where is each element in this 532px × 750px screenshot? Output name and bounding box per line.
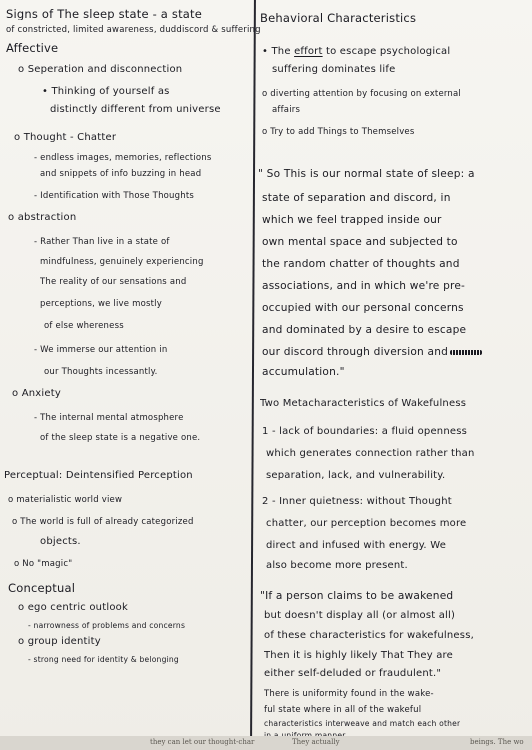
summary-line: accumulation." bbox=[262, 366, 345, 378]
affective-item-1: o Seperation and disconnection bbox=[18, 64, 183, 75]
quote-line: There is uniformity found in the wake- bbox=[264, 689, 434, 699]
summary-line: occupied with our personal concerns bbox=[262, 302, 464, 314]
strip-text: beings. The wo bbox=[470, 738, 524, 746]
conceptual-item-1-sub: - narrowness of problems and concerns bbox=[28, 621, 186, 630]
affective-item-2: o Thought - Chatter bbox=[14, 132, 117, 143]
quote-line: characteristics interweave and match each other bbox=[264, 719, 461, 728]
quote-line: ful state where in all of the wakeful bbox=[264, 705, 422, 715]
affective-item-3-sub: mindfulness, genuinely experiencing bbox=[40, 257, 204, 267]
affective-item-2-sub: - endless images, memories, reflections bbox=[34, 153, 212, 163]
summary-line bbox=[262, 346, 482, 358]
conceptual-item-2: o group identity bbox=[18, 636, 101, 647]
quote-line: "If a person claims to be awakened bbox=[260, 590, 454, 602]
affective-item-1-sub: distinctly different from universe bbox=[50, 104, 221, 115]
behavioral-item-1-sub: suffering dominates life bbox=[272, 64, 396, 75]
affective-item-4-sub: - The internal mental atmosphere bbox=[34, 413, 184, 423]
summary-line: the random chatter of thoughts and bbox=[262, 258, 460, 270]
perceptual-item-1: o materialistic world view bbox=[8, 495, 123, 505]
perceptual-item-3: o No "magic" bbox=[14, 559, 73, 569]
affective-item-1-sub: • Thinking of yourself as bbox=[42, 86, 170, 97]
page-title: Signs of The sleep state - a state bbox=[6, 8, 203, 20]
affective-item-3-sub: of else whereness bbox=[44, 321, 124, 331]
affective-item-3-sub: our Thoughts incessantly. bbox=[44, 367, 158, 377]
conceptual-heading: Conceptual bbox=[8, 582, 76, 594]
meta-item-1: 1 - lack of boundaries: a fluid openness bbox=[262, 426, 468, 437]
meta-item-1-cont: which generates connection rather than bbox=[266, 448, 475, 459]
conceptual-item-1: o ego centric outlook bbox=[18, 602, 128, 613]
quote-line: Then it is highly likely That They are bbox=[264, 650, 453, 661]
underlined-word: effort bbox=[294, 46, 323, 57]
summary-line: state of separation and discord, in bbox=[262, 192, 451, 204]
behavioral-item-2-sub: affairs bbox=[272, 105, 301, 115]
affective-item-3-sub: - We immerse our attention in bbox=[34, 345, 168, 355]
perceptual-item-2: o The world is full of already categorized bbox=[12, 517, 194, 527]
quote-line: but doesn't display all (or almost all) bbox=[264, 610, 456, 621]
summary-line: which we feel trapped inside our bbox=[262, 214, 442, 226]
affective-item-2-sub: and snippets of info buzzing in head bbox=[40, 169, 202, 179]
column-divider bbox=[250, 0, 256, 740]
behavioral-item-2: o diverting attention by focusing on external bbox=[262, 89, 461, 99]
underlying-page-strip bbox=[0, 736, 532, 750]
summary-line: own mental space and subjected to bbox=[262, 236, 458, 248]
strip-text: They actually bbox=[292, 738, 340, 746]
strip-text: they can let our thought-char bbox=[150, 738, 255, 746]
meta-item-2-cont: also become more present. bbox=[266, 560, 408, 571]
summary-line: " So This is our normal state of sleep: a bbox=[258, 168, 475, 180]
meta-item-2-cont: direct and infused with energy. We bbox=[266, 540, 447, 551]
perceptual-heading: Perceptual: Deintensified Perception bbox=[4, 470, 193, 481]
behavioral-item-3: o Try to add Things to Themselves bbox=[262, 127, 415, 137]
behavioral-item-1: • The effort to escape psychological bbox=[262, 46, 451, 57]
summary-line: and dominated by a desire to escape bbox=[262, 324, 467, 336]
summary-line: associations, and in which we're pre- bbox=[262, 280, 466, 292]
page-subtitle: of constricted, limited awareness, duddiscord & suffering bbox=[6, 25, 261, 35]
meta-heading: Two Metacharacteristics of Wakefulness bbox=[260, 398, 467, 409]
conceptual-item-2-sub: - strong need for identity & belonging bbox=[28, 655, 179, 664]
affective-item-3-sub: The reality of our sensations and bbox=[40, 277, 187, 287]
affective-item-4-sub: of the sleep state is a negative one. bbox=[40, 433, 201, 443]
perceptual-item-2-sub: objects. bbox=[40, 536, 81, 547]
scribble-mark bbox=[450, 350, 482, 355]
affective-heading: Affective bbox=[6, 42, 59, 54]
quote-line: either self-deluded or fraudulent." bbox=[264, 668, 442, 679]
quote-line: of these characteristics for wakefulness, bbox=[264, 630, 474, 641]
affective-item-4: o Anxiety bbox=[12, 388, 61, 399]
affective-item-3: o abstraction bbox=[8, 212, 77, 223]
affective-item-3-sub: perceptions, we live mostly bbox=[40, 299, 162, 309]
affective-item-3-sub: - Rather Than live in a state of bbox=[34, 237, 170, 247]
meta-item-2: 2 - Inner quietness: without Thought bbox=[262, 496, 452, 507]
meta-item-1-cont: separation, lack, and vulnerability. bbox=[266, 470, 446, 481]
summary-line-text: our discord through diversion and bbox=[262, 346, 449, 358]
meta-item-2-cont: chatter, our perception becomes more bbox=[266, 518, 467, 529]
behavioral-heading: Behavioral Characteristics bbox=[260, 12, 417, 24]
affective-item-2-sub: - Identification with Those Thoughts bbox=[34, 191, 194, 201]
